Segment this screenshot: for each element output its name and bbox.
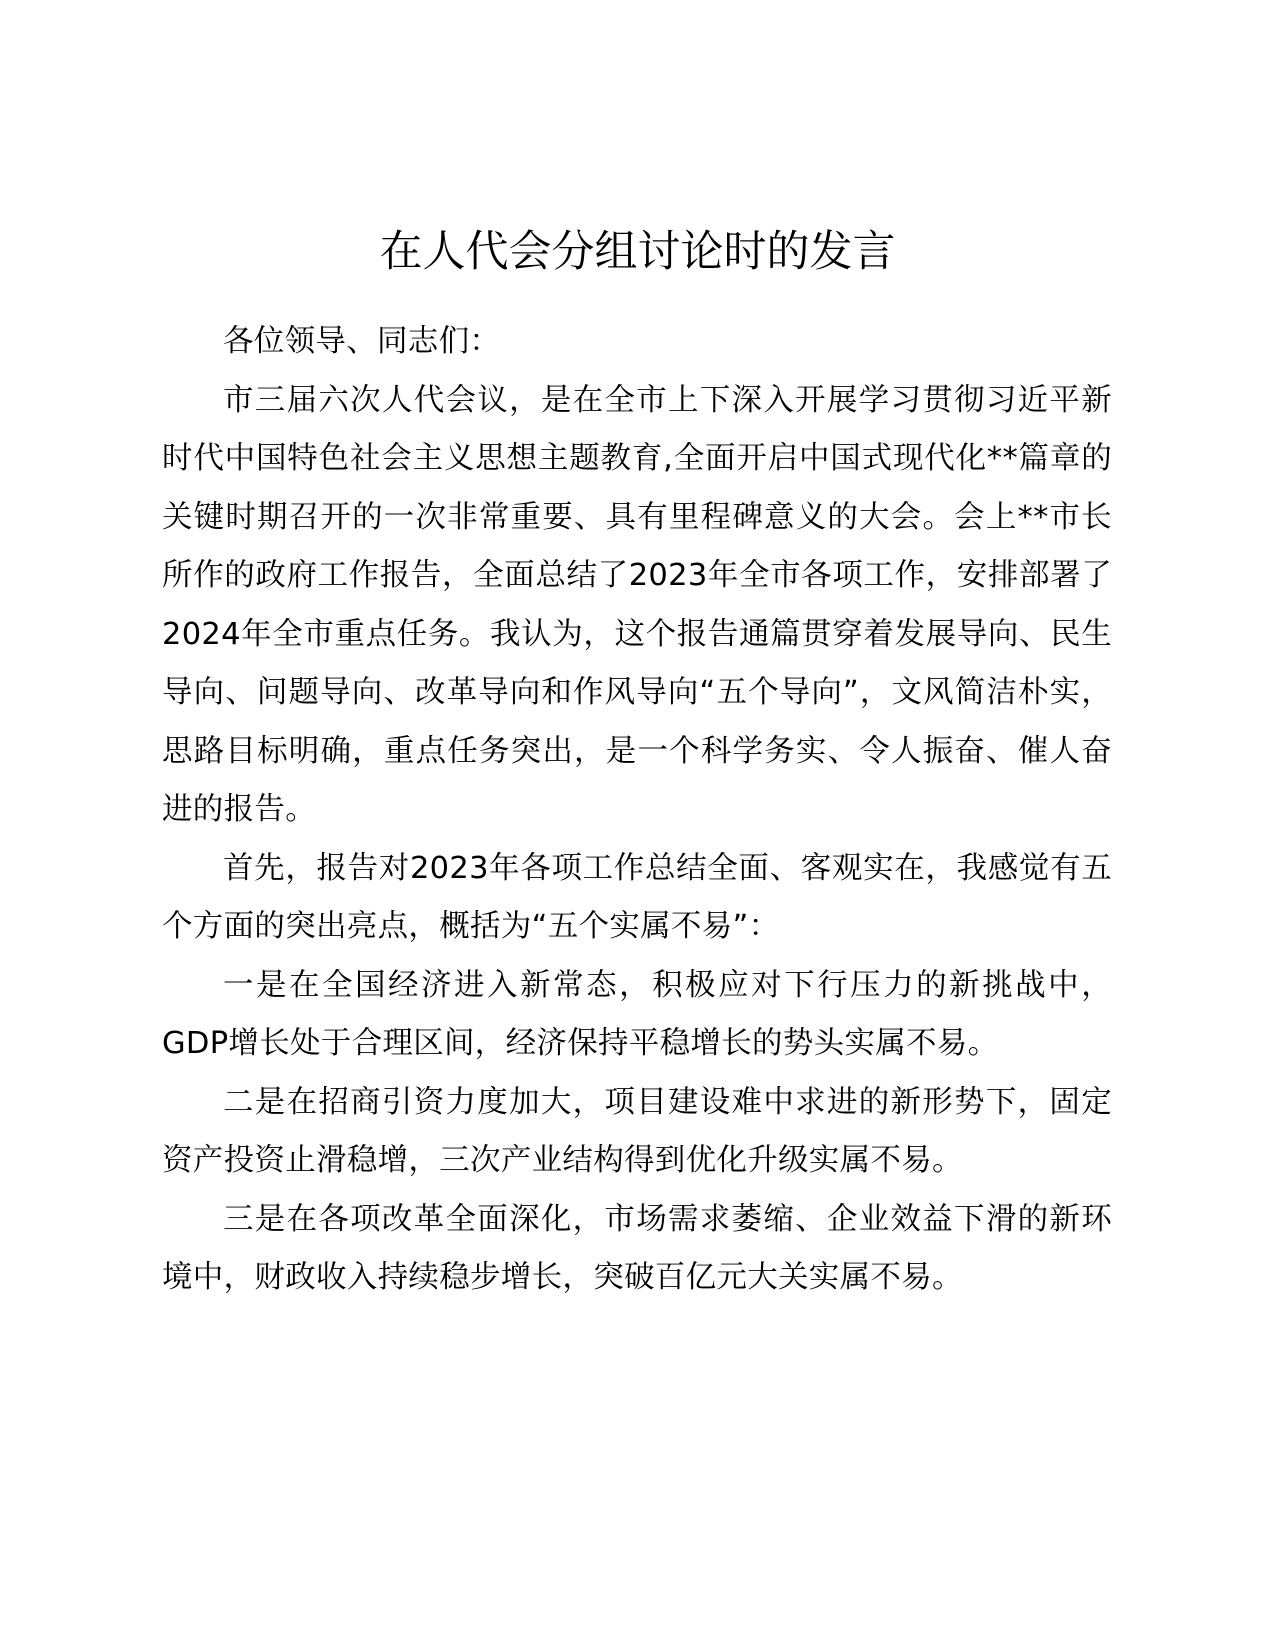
point-three-paragraph: 三是在各项改革全面深化，市场需求萎缩、企业效益下滑的新环境中，财政收入持续稳步增长，突破百亿元大关实属不易。 <box>162 1201 1112 1295</box>
summary-paragraph: 首先，报告对2023年各项工作总结全面、客观实在，我感觉有五个方面的突出亮点，概括为“五个实属不易”： <box>162 850 1112 944</box>
point-one-paragraph: 一是在全国经济进入新常态，积极应对下行压力的新挑战中，GDP增长处于合理区间，经济保持平稳增长的势头实属不易。 <box>162 967 1112 1061</box>
salutation-paragraph: 各位领导、同志们： <box>223 324 501 359</box>
point-two-paragraph: 二是在招商引资力度加大，项目建设难中求进的新形势下，固定资产投资止滑稳增，三次产业结构得到优化升级实属不易。 <box>162 1084 1112 1178</box>
intro-paragraph: 市三届六次人代会议，是在全市上下深入开展学习贯彻习近平新时代中国特色社会主义思想主题教育,全面开启中国式现代化**篇章的关键时期召开的一次非常重要、具有里程碑意义的大会。会上**市长所作的政府工作报告，全面总结了2023年全市各项工作，安排部署了2024年全市重点任务。我认为，这个报告通篇贯穿着发展导向、民生导向、问题导向、改革导向和作风导向“五个导向”，文风简洁朴实，思路目标明确，重点任务突出，是一个科学务实、令人振奋、催人奋进的报告。 <box>162 382 1112 827</box>
document-body <box>162 313 1112 1308</box>
document-title: 在人代会分组讨论时的发言 <box>379 227 896 277</box>
